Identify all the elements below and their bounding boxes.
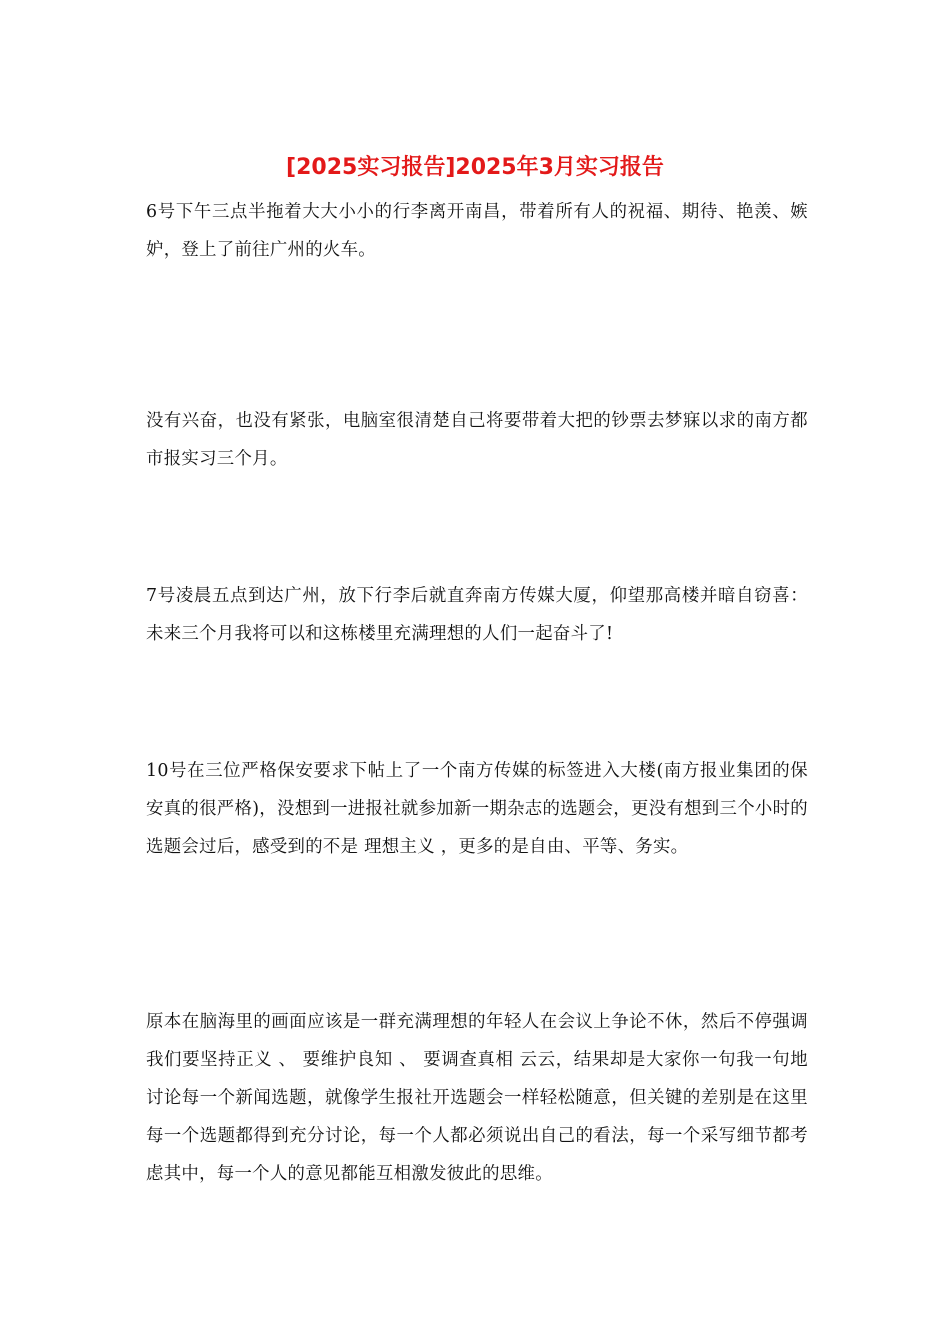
paragraph-arrival: 7号凌晨五点到达广州，放下行李后就直奔南方传媒大厦，仰望那高楼并暗自窃喜：未来三个月我将可以和这栋楼里充满理想的人们一起奋斗了! (146, 586, 808, 644)
paragraph-departure: 6号下午三点半拖着大大小小的行李离开南昌，带着所有人的祝福、期待、艳羡、嫉妒，登上了前往广州的火车。 (146, 202, 808, 260)
paragraph-feelings: 没有兴奋，也没有紧张，电脑室很清楚自己将要带着大把的钞票去梦寐以求的南方都市报实习三个月。 (146, 411, 808, 469)
paragraph-first-meeting: 10号在三位严格保安要求下帖上了一个南方传媒的标签进入大楼(南方报业集团的保安真的很严格)，没想到一进报社就参加新一期杂志的选题会，更没有想到三个小时的选题会过后，感受到的不是 理想主义 ，更多的是自由、平等、务实。 (146, 761, 808, 857)
paragraph-meeting-reflection: 原本在脑海里的画面应该是一群充满理想的年轻人在会议上争论不休，然后不停强调 我们要坚持正义 、 要维护良知 、 要调查真相 云云，结果却是大家你一句我一句地讨论每一个新闻选题，就像学生报社开选题会一样轻松随意，但关键的差别是在这里每一个选题都得到充分讨论，每一个人都必须说出自己的看法，每一个采写细节都考虑其中，每一个人的意见都能互相激发彼此的思维。 (146, 1012, 808, 1184)
document-title: [2025实习报告]2025年3月实习报告 (286, 155, 664, 180)
